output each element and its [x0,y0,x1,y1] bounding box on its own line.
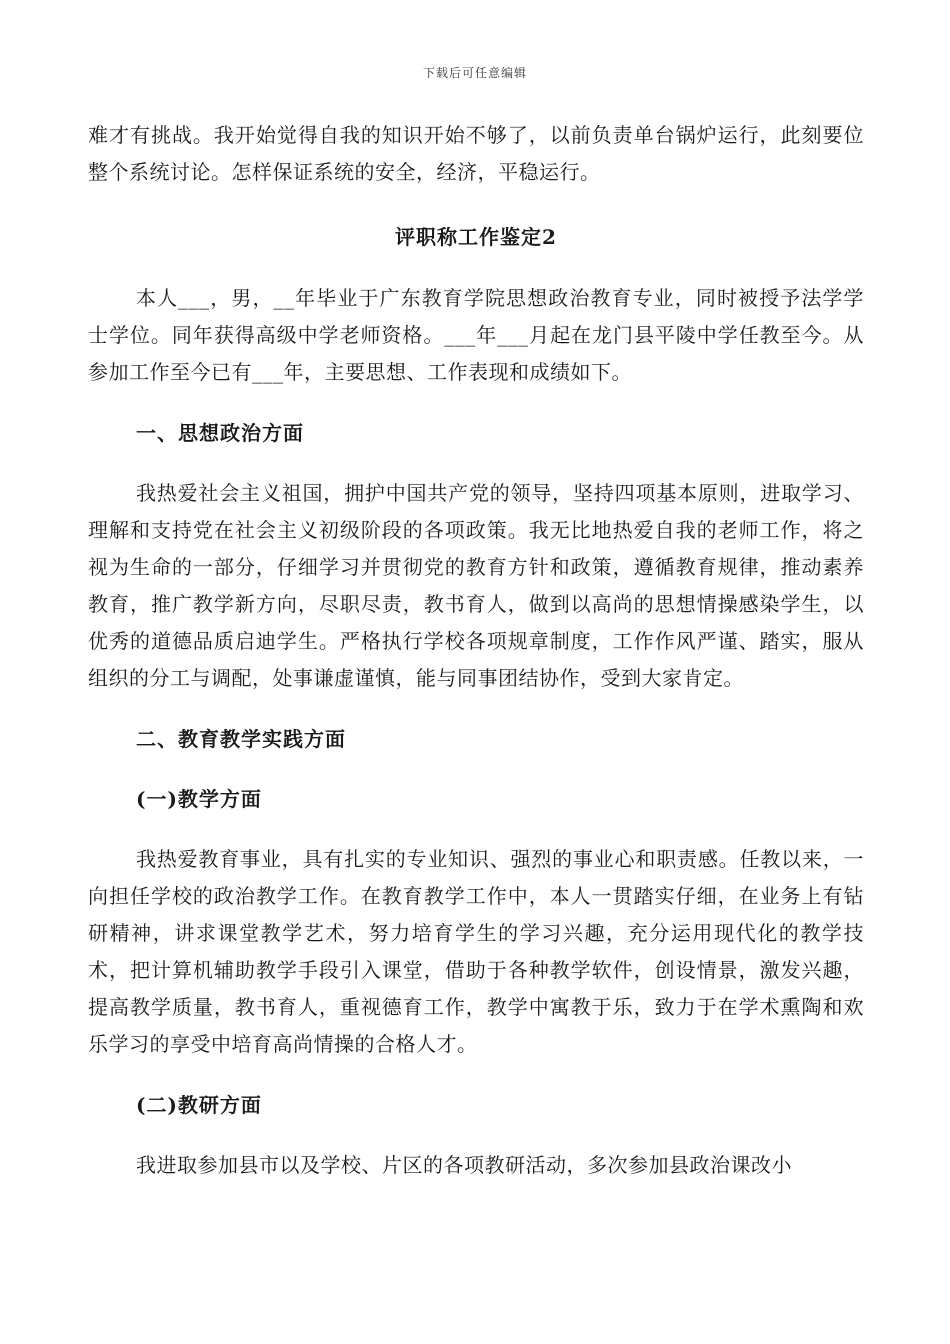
paragraph-teaching: 我热爱教育事业，具有扎实的专业知识、强烈的事业心和职责感。任教以来，一向担任学校的政治教学工作。在教育教学工作中，本人一贯踏实仔细，在业务上有钻研精神，讲求课堂教学艺术，努力培育学生的学习兴趣，充分运用现代化的教学技术，把计算机辅助教学手段引入课堂，借助于各种教学软件，创设情景，激发兴趣，提高教学质量，教书育人，重视德育工作，教学中寓教于乐，致力于在学术熏陶和欢乐学习的享受中培育高尚情操的合格人才。 [88,847,864,1056]
subsection-heading-research: (二)教研方面 [136,1093,262,1117]
paragraph-research: 我进取参加县市以及学校、片区的各项教研活动，多次参加县政治课改小 [136,1153,792,1177]
paragraph-self-introduction: 本人___，男，__年毕业于广东教育学院思想政治教育专业，同时被授予法学学士学位。同年获得高级中学老师资格。___年___月起在龙门县平陵中学任教至今。从参加工作至今已有___年，主要思想、工作表现和成绩如下。 [88,286,864,384]
page-header-note: 下载后可任意编辑 [422,66,527,80]
paragraph-politics: 我热爱社会主义祖国，拥护中国共产党的领导，坚持四项基本原则，进取学习、理解和支持党在社会主义初级阶段的各项政策。我无比地热爱自我的老师工作，将之视为生命的一部分，仔细学习并贯彻党的教育方针和政策，遵循教育规律，推动素养教育，推广教学新方向，尽职尽责，教书育人，做到以高尚的思想情操感染学生，以优秀的道德品质启迪学生。严格执行学校各项规章制度，工作作风严谨、踏实，服从组织的分工与调配，处事谦虚谨慎，能与同事团结协作，受到大家肯定。 [88,481,864,690]
section-heading-teaching-practice: 二、教育教学实践方面 [136,727,346,751]
subsection-heading-teaching: (一)教学方面 [136,787,262,811]
section-heading-politics: 一、思想政治方面 [136,421,304,445]
paragraph-intro: 难才有挑战。我开始觉得自我的知识开始不够了，以前负责单台锅炉运行，此刻要位整个系统讨论。怎样保证系统的安全，经济，平稳运行。 [88,123,864,184]
document-title: 评职称工作鉴定2 [395,225,557,249]
document-body [88,117,864,1184]
